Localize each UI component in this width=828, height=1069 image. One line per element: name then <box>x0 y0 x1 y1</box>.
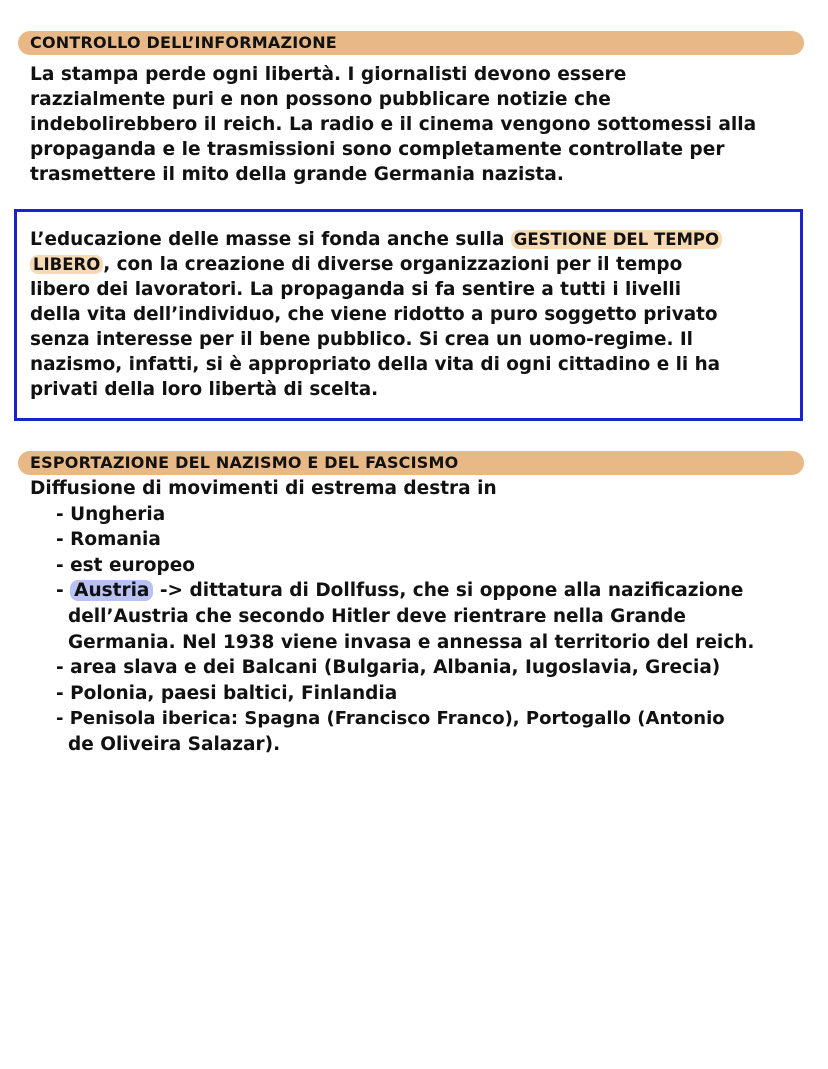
text-line: nazismo, infatti, si è appropriato della vita di ogni cittadino e li ha <box>30 354 721 375</box>
text-segment: L’educazione delle masse si fonda anche sulla <box>30 229 511 250</box>
list-dash: - <box>56 580 71 602</box>
list-item: - area slava e dei Balcani (Bulgaria, Albania, Iugoslavia, Grecia) <box>56 657 721 679</box>
list-item: - Polonia, paesi baltici, Finlandia <box>56 682 398 704</box>
list-item: - est europeo <box>56 554 196 576</box>
text-line: privati della loro libertà di scelta. <box>30 379 379 400</box>
list-item: - Ungheria <box>56 503 166 525</box>
text-line: della vita dell’individuo, che viene ridotto a puro soggetto privato <box>30 304 718 325</box>
text-line: senza interesse per il bene pubblico. Si crea un uomo-regime. Il <box>30 329 693 350</box>
text-line: trasmettere il mito della grande Germania nazista. <box>30 164 564 185</box>
text-line <box>30 227 722 252</box>
list-item: - Romania <box>56 529 161 551</box>
paragraph-tempo-libero <box>30 227 722 402</box>
highlight-gestione: GESTIONE DEL TEMPO <box>511 230 722 249</box>
list-item-continuation: Germania. Nel 1938 viene invasa e annessa al territorio del reich. <box>68 631 755 653</box>
text-line: indebolirebbero il reich. La radio e il cinema vengono sottomessi alla <box>30 114 757 135</box>
highlight-austria: Austria <box>70 580 153 601</box>
list-item-austria <box>30 578 754 604</box>
text-line <box>30 252 722 277</box>
text-segment: -> dittatura di Dollfuss, che si oppone alla nazificazione <box>153 580 744 602</box>
list-item-continuation: dell’Austria che secondo Hitler deve rientrare nella Grande <box>68 605 686 627</box>
text-line: propaganda e le trasmissioni sono completamente controllate per <box>30 139 725 160</box>
text-line: libero dei lavoratori. La propaganda si fa sentire a tutti i livelli <box>30 279 682 300</box>
text-line: razzialmente puri e non possono pubblicare notizie che <box>30 89 611 110</box>
heading-esportazione: ESPORTAZIONE DEL NAZISMO E DEL FASCISMO <box>30 453 459 472</box>
text-segment: , con la creazione di diverse organizzazioni per il tempo <box>103 254 683 275</box>
heading-controllo-informazione: CONTROLLO DELL’INFORMAZIONE <box>30 33 337 52</box>
paragraph-controllo <box>30 62 756 187</box>
list-intro: Diffusione di movimenti di estrema destra in <box>30 478 497 499</box>
list-esportazione <box>30 476 754 758</box>
text-line: La stampa perde ogni libertà. I giornalisti devono essere <box>30 64 627 85</box>
list-item-continuation: de Oliveira Salazar). <box>68 733 281 755</box>
highlight-libero: LIBERO <box>30 255 103 274</box>
list-item: - Penisola iberica: Spagna (Francisco Franco), Portogallo (Antonio <box>56 708 725 730</box>
